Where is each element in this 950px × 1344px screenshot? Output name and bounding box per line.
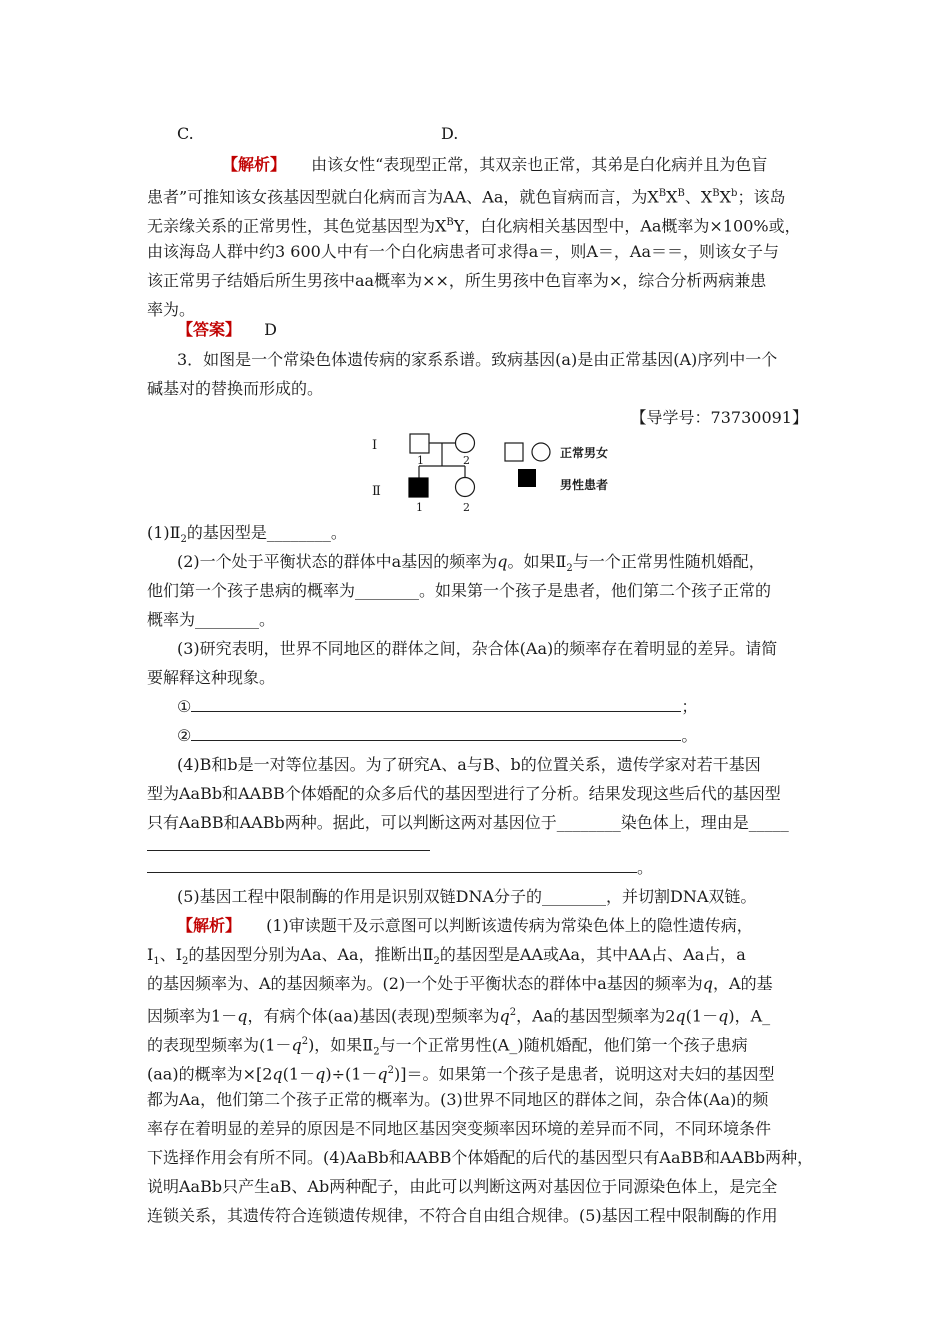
analysis-1-line-2: 患者”可推知该女孩基因型就白化病而言为AA、Aa，就色盲病而言，为$X^BX^B$、$X^BX^b$；该岛 xyxy=(147,187,786,207)
pedigree-diagram xyxy=(370,425,650,515)
analysis-1-line-4: 由该海岛人群中约3 600人中有一个白化病患者可求得a＝，则A＝，Aa＝＝，则该女子与 xyxy=(147,242,779,261)
analysis-2-line-4: 因频率为1－q，有病个体(aa)基因(表现)型频率为$q^2$，Aa的基因型频率为2q(1－q)，A_ xyxy=(147,1006,771,1026)
answer-blank-reason-1[interactable] xyxy=(147,836,430,856)
sub-question-2-line-2: 他们第一个孩子患病的概率为________。如果第一个孩子是患者，他们第二个孩子正常的 xyxy=(147,581,772,600)
gen2-male-patient xyxy=(409,478,428,497)
gen1-female-normal xyxy=(456,434,475,453)
sub-question-1: $(1)Ⅱ_2$的基因型是________。 xyxy=(147,523,347,546)
gen2-number-2: 2 xyxy=(463,501,470,514)
sub-question-4-line-2: 型为AaBb和AABB个体婚配的众多后代的基因型进行了分析。结果发现这些后代的基因型 xyxy=(147,784,781,803)
sub-question-5: (5)基因工程中限制酶的作用是识别双链DNA分子的________，并切割DNA双链。 xyxy=(177,887,757,906)
analysis-2-line-8: 率存在着明显的差异的原因是不同地区基因突变频率因环境的差异而不同，不同环境条件 xyxy=(147,1119,772,1138)
legend-normal-female xyxy=(532,443,550,461)
analysis-2-line-1: 【解析】 (1)审读题干及示意图可以判断该遗传病为常染色体上的隐性遗传病， xyxy=(177,916,753,935)
analysis-2-line-9: 下选择作用会有所不同。(4)AaBb和AABB个体婚配的后代的基因型只有AaBB和AABb两种， xyxy=(147,1148,814,1167)
answer-blank-2[interactable]: ② 。 xyxy=(177,726,698,745)
analysis-2-line-3: 的基因频率为、A的基因频率为。(2)一个处于平衡状态的群体中a基因的频率为q，A的基 xyxy=(147,974,773,993)
analysis-tag: 【解析】 xyxy=(177,916,242,935)
q3-line-2: 碱基对的替换而形成的。 xyxy=(147,379,324,398)
option-d: D. xyxy=(441,124,459,143)
analysis-1-line-1: 【解析】 由该女性“表现型正常，其双亲也正常，其弟是白化病并且为色盲 xyxy=(222,155,768,174)
guide-number: 【导学号：73730091】 xyxy=(630,408,808,427)
analysis-1-line-6: 率为。 xyxy=(147,300,196,319)
gen2-number-1: 1 xyxy=(416,501,423,514)
sub-question-4-line-3: 只有AaBB和AABb两种。据此，可以判断这两对基因位于________染色体上，理由是_____ xyxy=(147,813,789,832)
sub-question-3-line-2: 要解释这种现象。 xyxy=(147,668,276,687)
gen1-number-1: 1 xyxy=(417,454,424,467)
analysis-2-line-2: $Ⅰ_1$、$Ⅰ_2$的基因型分别为Aa、Aa，推断出$Ⅱ_2$的基因型是AA或Aa，其中AA占、Aa占，a xyxy=(147,945,746,968)
legend-normal-label: 正常男女 xyxy=(560,446,609,460)
answer-1 xyxy=(177,320,277,340)
analysis-1-line-3: 无亲缘关系的正常男性，其色觉基因型为$X^BY$，白化病相关基因型中，Aa概率为×100%或， xyxy=(147,216,801,236)
sub-question-2-line-3: 概率为________。 xyxy=(147,610,276,629)
sub-question-2-line-1: (2)一个处于平衡状态的群体中a基因的频率为q。如果$Ⅱ_2$与一个正常男性随机婚配， xyxy=(177,552,765,575)
gen1-male-normal xyxy=(410,434,429,453)
answer-blank-1[interactable]: ① ； xyxy=(177,697,698,716)
analysis-2-line-5: 的表现型频率为$(1-q^2)$，如果$Ⅱ_2$与一个正常男性(A_)随机婚配，他们第一个孩子患病 xyxy=(147,1035,748,1058)
generation-2-label: Ⅱ xyxy=(372,484,381,499)
sub-question-3-line-1: (3)研究表明，世界不同地区的群体之间，杂合体(Aa)的频率存在着明显的差异。请简 xyxy=(177,639,778,658)
legend-normal-male xyxy=(505,443,523,461)
gen1-number-2: 2 xyxy=(463,454,470,467)
legend-patient-label: 男性患者 xyxy=(560,478,609,492)
analysis-2-line-11: 连锁关系，其遗传符合连锁遗传规律，不符合自由组合规律。(5)基因工程中限制酶的作用 xyxy=(147,1206,778,1225)
sub-question-4-line-1: (4)B和b是一对等位基因。为了研究A、a与B、b的位置关系，遗传学家对若干基因 xyxy=(177,755,761,774)
legend-patient-male xyxy=(518,469,536,487)
answer-value: D xyxy=(264,320,277,339)
option-c: C. xyxy=(177,124,194,143)
analysis-2-line-10: 说明AaBb只产生aB、Ab两种配子，由此可以判断这两对基因位于同源染色体上，是完全 xyxy=(147,1177,778,1196)
analysis-2-line-7: 都为Aa，他们第二个孩子正常的概率为。(3)世界不同地区的群体之间，杂合体(Aa)的频 xyxy=(147,1090,769,1109)
answer-blank-reason-2[interactable]: 。 xyxy=(147,858,653,878)
analysis-tag: 【解析】 xyxy=(222,155,287,174)
generation-1-label: Ⅰ xyxy=(372,438,378,453)
q3-line-1: 3．如图是一个常染色体遗传病的家系系谱。致病基因(a)是由正常基因(A)序列中一个 xyxy=(177,350,778,369)
analysis-2-line-6: (aa)的概率为$\times[2q(1-q)\div(1-q^2)]=$。如果第一个孩子是患者，说明这对夫妇的基因型 xyxy=(147,1064,775,1084)
analysis-1-line-5: 该正常男子结婚后所生男孩中aa概率为××，所生男孩中色盲率为×，综合分析两病兼患 xyxy=(147,271,767,290)
answer-tag: 【答案】 xyxy=(177,320,242,339)
gen2-female-normal xyxy=(456,478,475,497)
